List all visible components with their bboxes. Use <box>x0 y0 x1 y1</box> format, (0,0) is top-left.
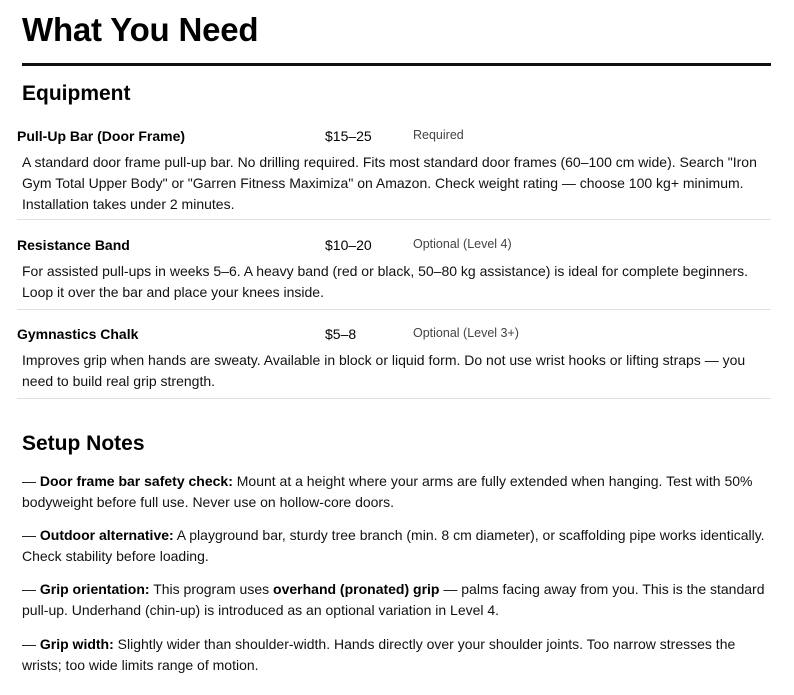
equipment-item-description: A standard door frame pull-up bar. No drilling required. Fits most standard door frames (60–100 cm wide). Search "Iron Gym Total Upper Body" or "Garren Fitness Maximiza" on Amazon. Check weight rating — choose 100 kg+ minimum. Installation takes under 2 minutes. <box>22 154 757 212</box>
equipment-item-pull-up-bar <box>17 125 771 215</box>
note-text: Slightly wider than shoulder-width. Hands directly over your shoulder joints. Too narrow stresses the wrists; too wide limits range of motion. <box>22 636 736 673</box>
note-text: A playground bar, sturdy tree branch (min. 8 cm diameter), or scaffolding pipe works identically. Check stability before loading. <box>22 527 765 564</box>
equipment-item-gymnastics-chalk <box>17 323 771 392</box>
note-prefix: — <box>22 473 40 489</box>
note-emphasis: overhand (pronated) grip <box>273 581 440 597</box>
equipment-item-resistance-band <box>17 234 771 303</box>
setup-note-outdoor-alternative <box>22 525 771 567</box>
equipment-item-name: Resistance Band <box>17 237 130 253</box>
note-label: Outdoor alternative: <box>39 527 174 543</box>
equipment-item-description: For assisted pull-ups in weeks 5–6. A heavy band (red or black, 50–80 kg assistance) is ideal for complete beginners. Loop it over the bar and place your knees inside. <box>22 263 749 300</box>
setup-note-grip-orientation <box>22 579 771 621</box>
equipment-item-name: Gymnastics Chalk <box>17 326 139 342</box>
equipment-item-price: $5–8 <box>325 326 357 342</box>
equipment-item-requirement: Required <box>413 128 464 142</box>
equipment-item-name: Pull-Up Bar (Door Frame) <box>17 128 186 144</box>
note-prefix: — <box>22 636 40 652</box>
note-text: This program uses <box>149 581 274 597</box>
page-title: What You Need <box>22 11 259 48</box>
note-label: Grip orientation: <box>39 581 150 597</box>
note-prefix: — <box>22 581 40 597</box>
note-label: Door frame bar safety check: <box>39 473 233 489</box>
equipment-item-requirement: Optional (Level 3+) <box>413 326 519 340</box>
equipment-item-requirement: Optional (Level 4) <box>413 237 512 251</box>
title-divider <box>22 63 771 66</box>
equipment-divider <box>17 219 771 220</box>
equipment-item-description: Improves grip when hands are sweaty. Available in block or liquid form. Do not use wrist hooks or lifting straps — you need to build real grip strength. <box>22 352 746 389</box>
equipment-divider <box>17 309 771 310</box>
equipment-item-price: $10–20 <box>325 237 372 253</box>
note-prefix: — <box>22 527 40 543</box>
note-text: Mount at a height where your arms are fully extended when hanging. Test with 50% bodyweight before full use. Never use on hollow-core doors. <box>22 473 753 510</box>
equipment-divider <box>17 398 771 399</box>
note-text: — palms facing away from you. This is the standard pull-up. Underhand (chin-up) is introduced as an optional variation in Level 4. <box>22 581 765 618</box>
note-label: Grip width: <box>39 636 114 652</box>
setup-notes-heading: Setup Notes <box>22 432 145 455</box>
equipment-heading: Equipment <box>22 82 131 105</box>
setup-note-grip-width <box>22 634 771 676</box>
setup-note-safety-check <box>22 471 771 513</box>
equipment-item-price: $15–25 <box>325 128 372 144</box>
